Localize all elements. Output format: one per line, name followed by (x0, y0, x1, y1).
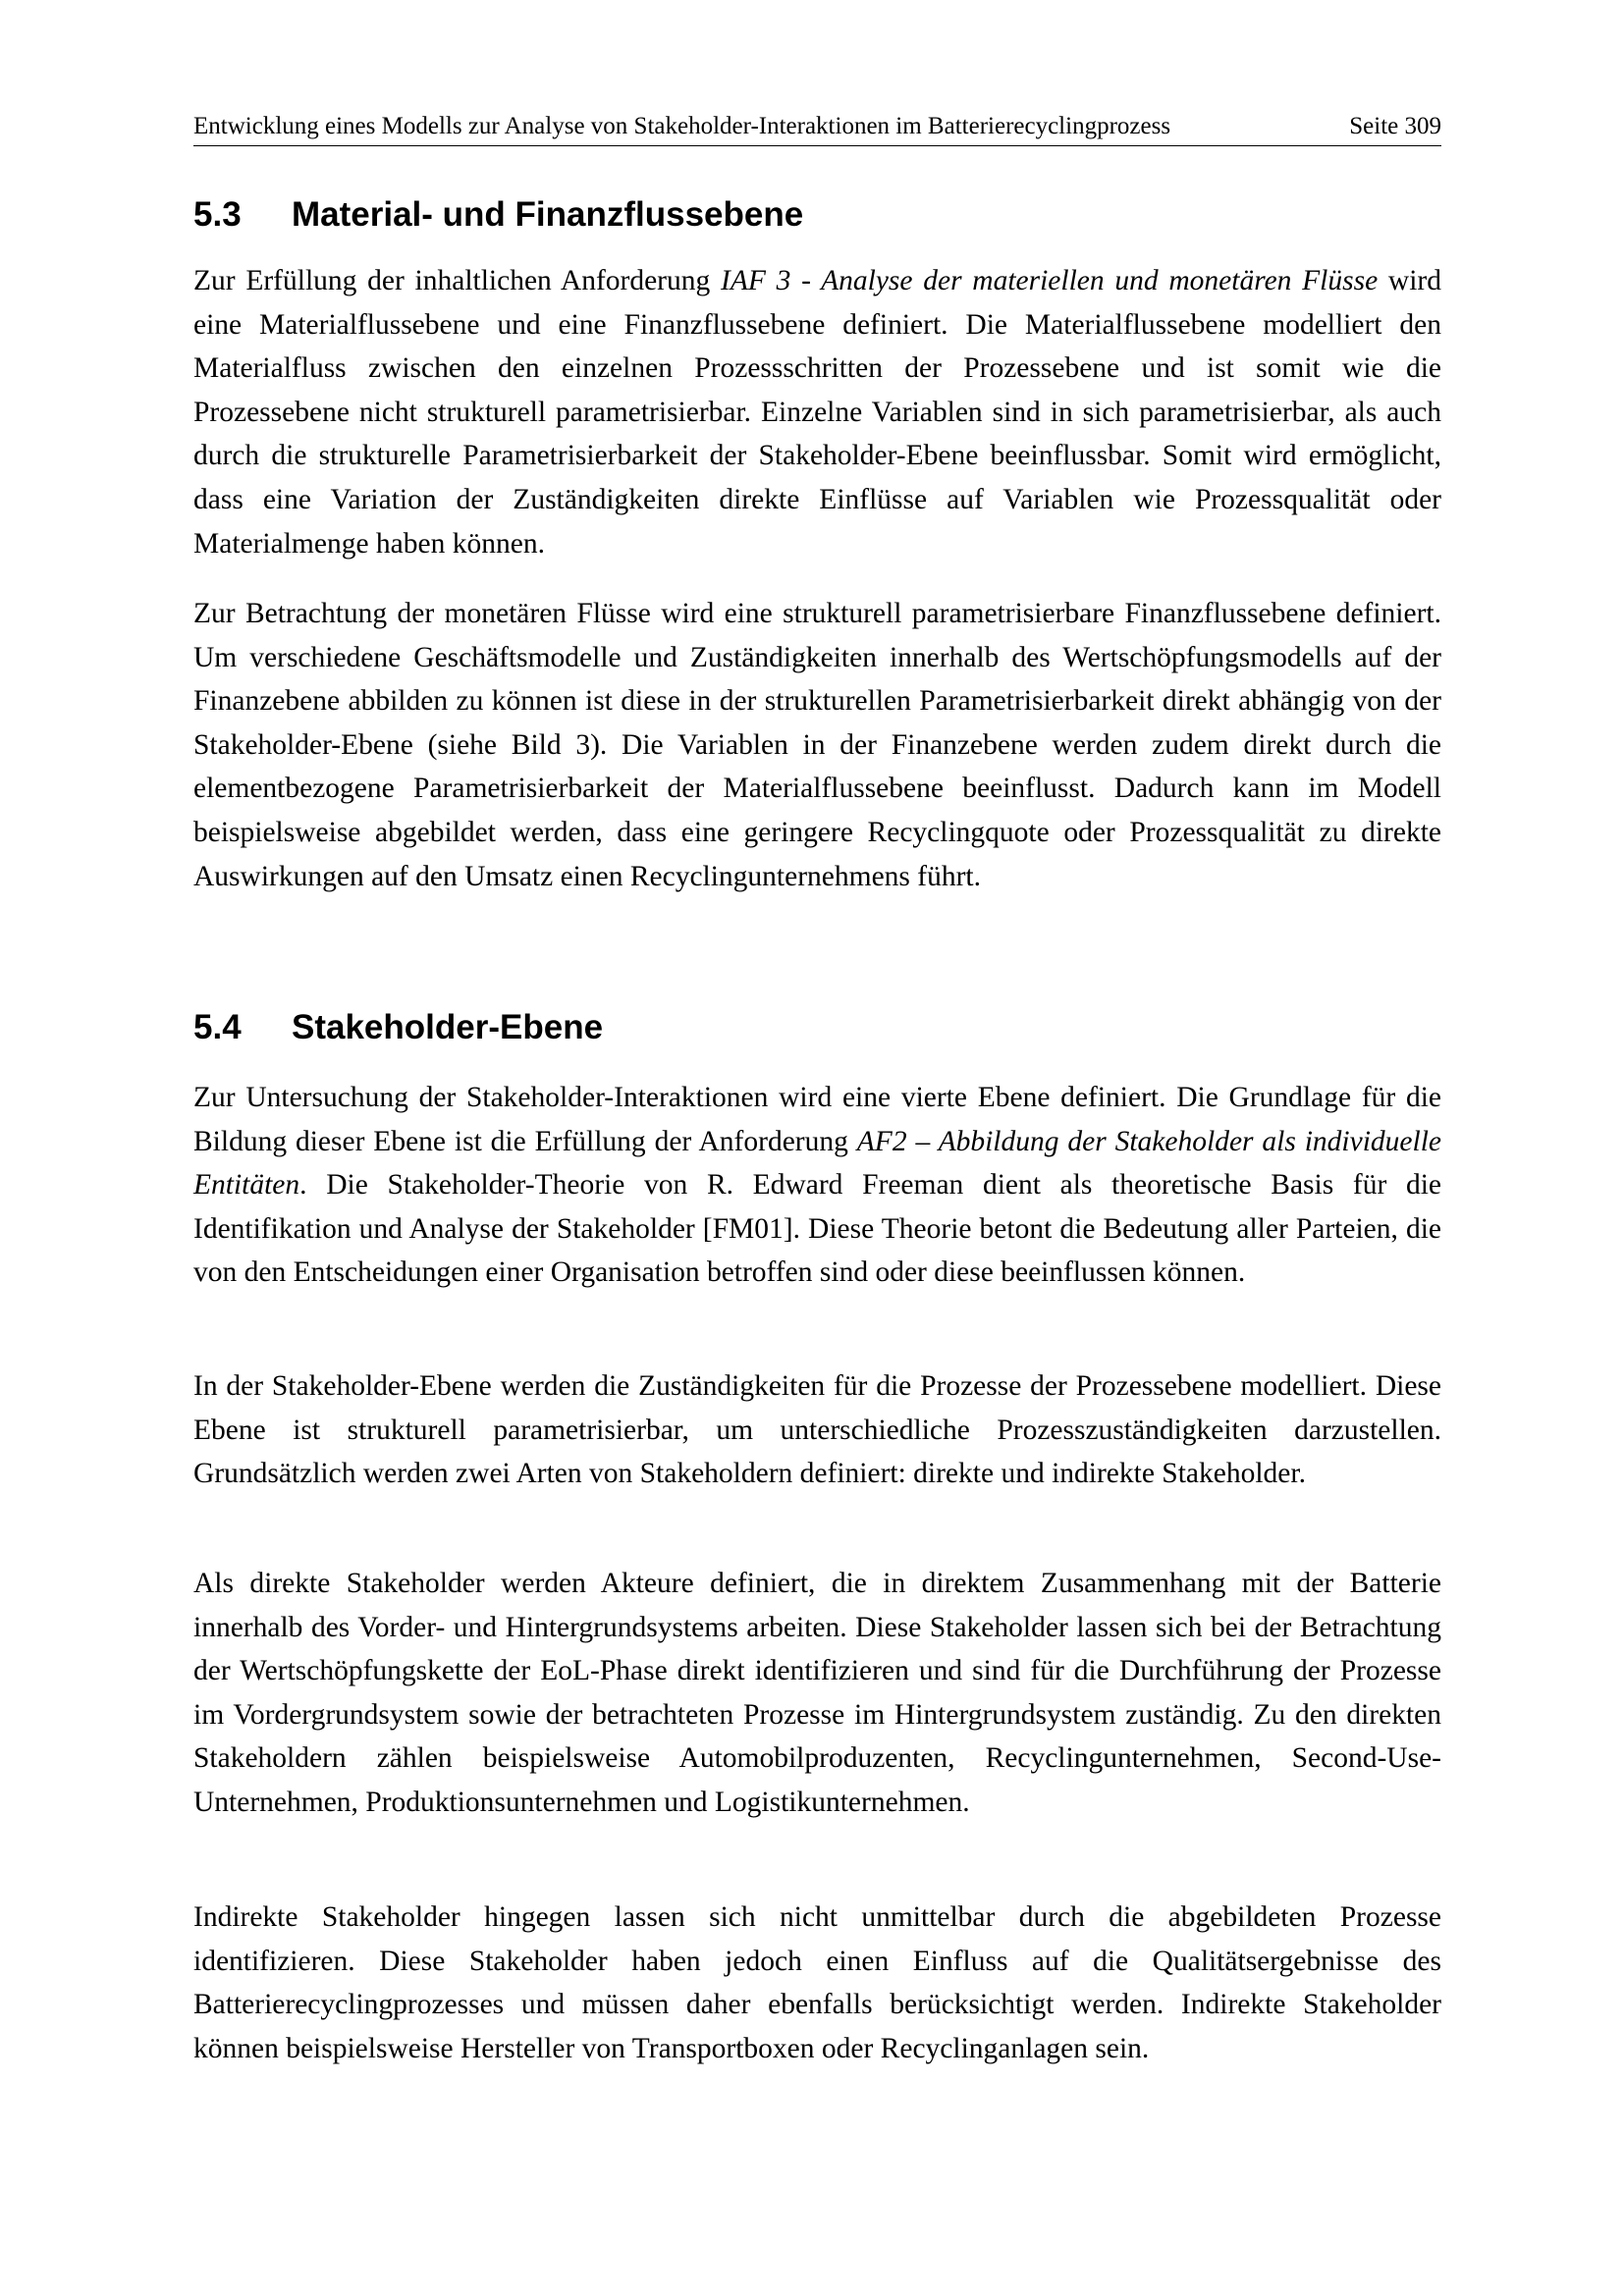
section-title: Material- und Finanzflussebene (292, 195, 804, 234)
paragraph-text: . Die Stakeholder-Theorie von R. Edward Freeman dient als theoretische Basis für die Identifikation und Analyse der Stakeholder [FM01]. Diese Theorie betont die Bedeutung aller Parteien, die von den Entscheidungen einer Organisation betroffen sind oder diese beeinflussen können. (193, 1169, 1441, 1289)
section-heading-5-4 (193, 1008, 603, 1047)
requirement-reference: IAF 3 - Analyse der materiellen und monetären Flüsse (721, 265, 1379, 296)
section-title: Stakeholder-Ebene (292, 1008, 604, 1046)
section-heading-5-3 (193, 195, 803, 235)
paragraph-5-4-2: In der Stakeholder-Ebene werden die Zuständigkeiten für die Prozesse der Prozessebene modelliert. Diese Ebene ist strukturell parametrisierbar, um unterschiedliche Prozesszuständigkeiten darzustellen. Grundsätzlich werden zwei Arten von Stakeholdern definiert: direkte und indirekte Stakeholder. (193, 1370, 1441, 1490)
paragraph-text: wird eine Materialflussebene und eine Finanzflussebene definiert. Die Materialflussebene modelliert den Materialfluss zwischen den einzelnen Prozessschritten der Prozessebene und ist somit wie die Prozessebene nicht strukturell parametrisierbar. Einzelne Variablen sind in sich parametrisierbar, als auch durch die strukturelle Parametrisierbarkeit der Stakeholder-Ebene beeinflussbar. Somit wird ermöglicht, dass eine Variation der Zuständigkeiten direkte Einflüsse auf Variablen wie Prozessqualität oder Materialmenge haben können. (193, 265, 1441, 560)
requirement-reference: AF2 – Abbildung der Stakeholder als individuelle Entitäten (193, 1125, 1441, 1201)
paragraph-text: Zur Untersuchung der Stakeholder-Interaktionen wird eine vierte Ebene definiert. Die Grundlage für die Bildung dieser Ebene ist die Erfüllung der Anforderung (193, 1082, 1441, 1157)
paragraph-5-4-1 (193, 1076, 1441, 1295)
section-number: 5.4 (193, 1008, 242, 1046)
paragraph-5-4-4: Indirekte Stakeholder hingegen lassen sich nicht unmittelbar durch die abgebildeten Prozesse identifizieren. Diese Stakeholder haben jedoch einen Einfluss auf die Qualitätsergebnisse des Batterierecyclingprozesses und müssen daher ebenfalls berücksichtigt werden. Indirekte Stakeholder können beispielsweise Hersteller von Transportboxen oder Recyclinganlagen sein. (193, 1901, 1441, 2064)
paragraph-5-3-1 (193, 259, 1441, 565)
header-title: Entwicklung eines Modells zur Analyse von Stakeholder-Interaktionen im Batterierecyclingprozess (193, 113, 1171, 139)
paragraph-5-4-3: Als direkte Stakeholder werden Akteure definiert, die in direktem Zusammenhang mit der Batterie innerhalb des Vorder- und Hintergrundsystems arbeiten. Diese Stakeholder lassen sich bei der Betrachtung der Wertschöpfungskette der EoL-Phase direkt identifizieren und sind für die Durchführung der Prozesse im Vordergrundsystem sowie der betrachteten Prozesse im Hintergrundsystem zuständig. Zu den direkten Stakeholdern zählen beispielsweise Automobilproduzenten, Recyclingunternehmen, Second-Use-Unternehmen, Produktionsunternehmen und Logistikunternehmen. (193, 1568, 1441, 1818)
running-header (193, 112, 1441, 146)
section-number: 5.3 (193, 195, 242, 234)
paragraph-5-3-2: Zur Betrachtung der monetären Flüsse wird eine strukturell parametrisierbare Finanzflussebene definiert. Um verschiedene Geschäftsmodelle und Zuständigkeiten innerhalb des Wertschöpfungsmodells auf der Finanzebene abbilden zu können ist diese in der strukturellen Parametrisierbarkeit direkt abhängig von der Stakeholder-Ebene (siehe Bild 3). Die Variablen in der Finanzebene werden zudem direkt durch die elementbezogene Parametrisierbarkeit der Materialflussebene beeinflusst. Dadurch kann im Modell beispielsweise abgebildet werden, dass eine geringere Recyclingquote oder Prozessqualität zu direkte Auswirkungen auf den Umsatz einen Recyclingunternehmens führt. (193, 598, 1441, 892)
paragraph-text: Zur Erfüllung der inhaltlichen Anforderung (193, 265, 721, 296)
page-number: Seite 309 (1349, 113, 1441, 139)
